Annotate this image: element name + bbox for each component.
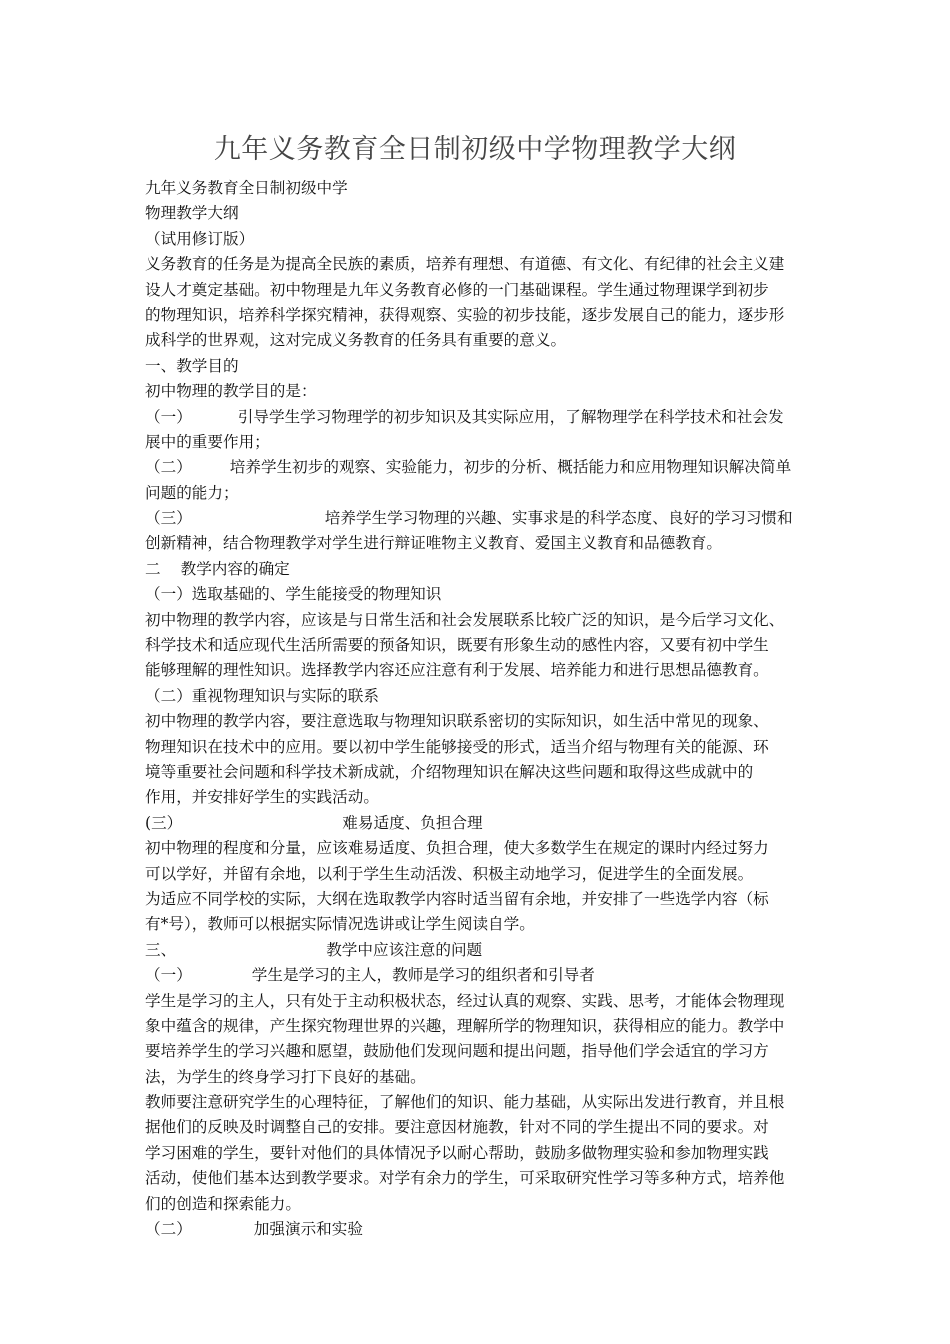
- intro-line: 成科学的世界观，这对完成义务教育的任务具有重要的意义。: [145, 331, 567, 350]
- heading-number: 三、: [145, 940, 177, 959]
- heading-text: 教学内容的确定: [180, 559, 290, 578]
- paragraph-line: 初中物理的教学内容，应该是与日常生活和社会发展联系比较广泛的知识，是今后学习文化、: [145, 610, 785, 629]
- heading-number: 二: [145, 559, 161, 578]
- paragraph-line: 为适应不同学校的实际，大纲在选取教学内容时适当留有余地，并安排了一些选学内容（标: [145, 889, 769, 908]
- intro-line: 义务教育的任务是为提高全民族的素质，培养有理想、有道德、有文化、有纪律的社会主义建: [145, 255, 785, 274]
- paragraph-line: 学生是学习的主人，只有处于主动积极状态，经过认真的观察、实践、思考，才能体会物理现: [145, 991, 785, 1010]
- subsection-heading: （一）选取基础的、学生能接受的物理知识: [145, 585, 442, 604]
- heading-text: 难易适度、负担合理: [342, 813, 483, 832]
- subsection-heading: [145, 963, 810, 988]
- paragraph-line: 要培养学生的学习兴趣和愿望，鼓励他们发现问题和提出问题，指导他们学会适宜的学习方: [145, 1042, 769, 1061]
- list-item: [145, 506, 810, 531]
- list-item: [145, 455, 810, 480]
- paragraph-line: 作用，并安排好学生的实践活动。: [145, 788, 379, 807]
- heading-text: 加强演示和实验: [253, 1220, 363, 1239]
- heading-number: （二）: [145, 1220, 192, 1239]
- item-continuation: 创新精神，结合物理教学对学生进行辩证唯物主义教育、爱国主义教育和品德教育。: [145, 534, 722, 553]
- header-line: 九年义务教育全日制初级中学: [145, 179, 348, 197]
- header-line: 物理教学大纲: [145, 204, 239, 223]
- item-continuation: 展中的重要作用；: [145, 432, 270, 451]
- paragraph-line: 们的创造和探索能力。: [145, 1194, 301, 1213]
- subsection-heading: （二）重视物理知识与实际的联系: [145, 686, 379, 705]
- paragraph-line: 象中蕴含的规律，产生探究物理世界的兴趣，理解所学的物理知识，获得相应的能力。教学中: [145, 1016, 785, 1035]
- paragraph-line: 据他们的反映及时调整自己的安排。要注意因材施教，针对不同的学生提出不同的要求。对: [145, 1118, 769, 1137]
- document-body: [145, 176, 810, 1242]
- paragraph-line: 可以学好，并留有余地，以利于学生生动活泼、积极主动地学习，促进学生的全面发展。: [145, 864, 754, 883]
- item-text: 引导学生学习物理学的初步知识及其实际应用，了解物理学在科学技术和社会发: [237, 407, 784, 426]
- item-continuation: 问题的能力；: [145, 483, 239, 502]
- item-number: （三）: [145, 509, 192, 528]
- section-heading: 一、教学目的: [145, 356, 239, 375]
- heading-number: （一）: [145, 966, 192, 985]
- paragraph-line: 有*号），教师可以根据实际情况选讲或让学生阅读自学。: [145, 915, 535, 934]
- paragraph-line: 初中物理的程度和分量，应该难易适度、负担合理，使大多数学生在规定的课时内经过努力: [145, 839, 769, 858]
- document-title: 九年义务教育全日制初级中学物理教学大纲: [213, 134, 737, 165]
- intro-line: 的物理知识，培养科学探究精神，获得观察、实验的初步技能，逐步发展自己的能力，逐步形: [145, 305, 785, 324]
- paragraph-line: 法，为学生的终身学习打下良好的基础。: [145, 1067, 426, 1086]
- paragraph-line: 物理知识在技术中的应用。要以初中学生能够接受的形式，适当介绍与物理有关的能源、环: [145, 737, 769, 756]
- heading-text: 教学中应该注意的问题: [326, 940, 483, 959]
- paragraph-line: 活动，使他们基本达到教学要求。对学有余力的学生，可采取研究性学习等多种方式，培养他: [145, 1169, 785, 1188]
- list-item: [145, 405, 810, 430]
- item-text: 培养学生学习物理的兴趣、实事求是的科学态度、良好的学习习惯和: [324, 509, 793, 528]
- item-text: 培养学生初步的观察、实验能力，初步的分析、概括能力和应用物理知识解决简单: [229, 458, 792, 477]
- paragraph-line: 能够理解的理性知识。选择教学内容还应注意有利于发展、培养能力和进行思想品德教育。: [145, 661, 769, 680]
- paragraph-line: 境等重要社会问题和科学技术新成就，介绍物理知识在解决这些问题和取得这些成就中的: [145, 762, 754, 781]
- paragraph-line: 科学技术和适应现代生活所需要的预备知识，既要有形象生动的感性内容，又要有初中学生: [145, 636, 769, 655]
- paragraph-line: 初中物理的教学内容，要注意选取与物理知识联系密切的实际知识，如生活中常见的现象、: [145, 712, 769, 731]
- item-number: （二）: [145, 458, 192, 477]
- paragraph-line: 教师要注意研究学生的心理特征，了解他们的知识、能力基础，从实际出发进行教育，并且根: [145, 1093, 785, 1112]
- paragraph-line: 学习困难的学生，要针对他们的具体情况予以耐心帮助，鼓励多做物理实验和参加物理实践: [145, 1143, 769, 1162]
- section-heading: [145, 557, 810, 582]
- header-line: （试用修订版）: [145, 229, 255, 248]
- intro-line: 设人才奠定基础。初中物理是九年义务教育必修的一门基础课程。学生通过物理课学到初步: [145, 280, 769, 299]
- subsection-heading: [145, 1217, 810, 1242]
- heading-text: 学生是学习的主人，教师是学习的组织者和引导者: [251, 966, 595, 985]
- section-lead: 初中物理的教学目的是：: [145, 382, 317, 401]
- subsection-heading: [145, 811, 810, 836]
- item-number: （一）: [145, 407, 192, 426]
- section-heading: [145, 938, 810, 963]
- heading-number: (三）: [145, 813, 183, 832]
